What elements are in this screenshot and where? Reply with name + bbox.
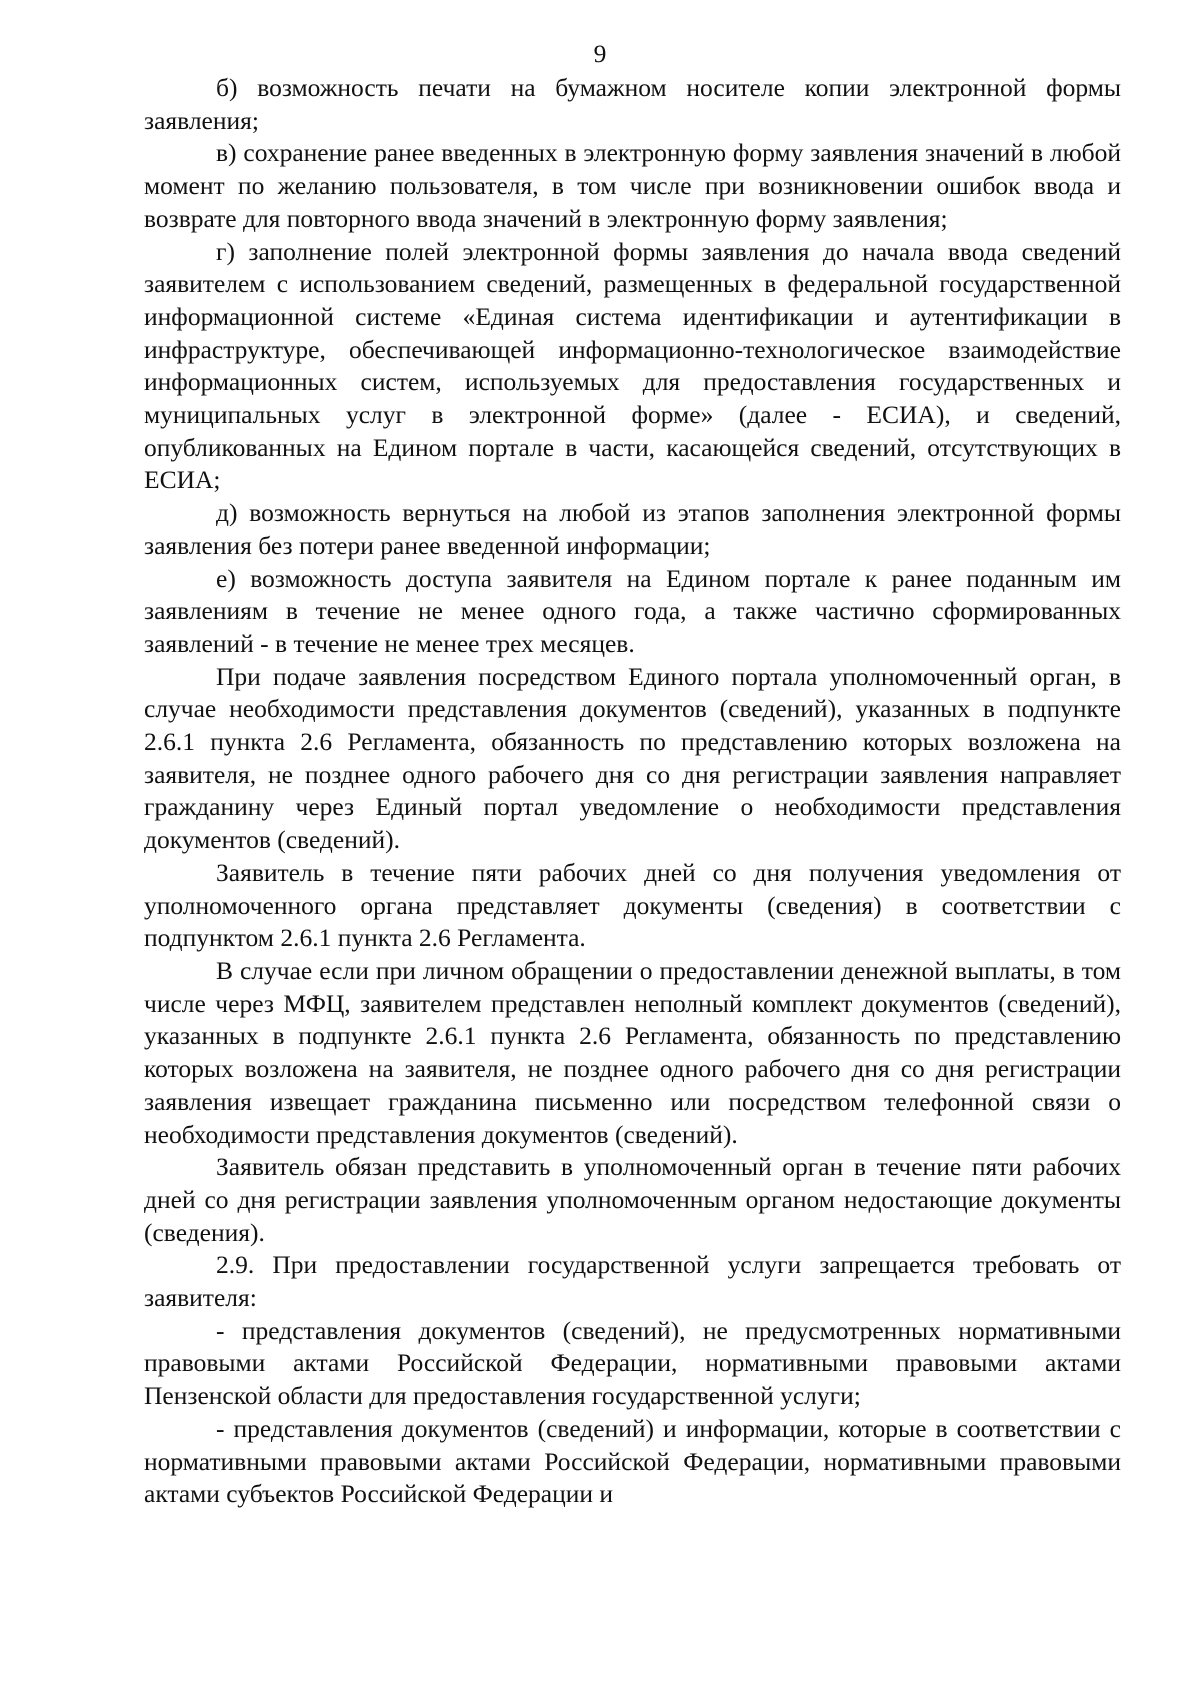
paragraph-missing-documents: Заявитель обязан представить в уполномоченный орган в течение пяти рабочих дней со дня регистрации заявления уполномоченным органом недостающие документы (сведения).	[144, 1152, 1121, 1247]
paragraph-e-access-applications: е) возможность доступа заявителя на Едином портале к ранее поданным им заявлениям в течение не менее одного года, а также частично сформированных заявлений - в течение не менее трех месяцев.	[144, 563, 1121, 658]
page-number: 9	[593, 39, 607, 68]
paragraph-dash-documents-info: - представления документов (сведений) и информации, которые в соответствии с нормативными правовыми актами Российской Федерации, нормативными правовыми актами субъектов Российской Федерации и	[144, 1413, 1121, 1509]
paragraph-d-return-to-step: д) возможность вернуться на любой из этапов заполнения электронной формы заявления без потери ранее введенной информации;	[144, 498, 1121, 560]
paragraph-incomplete-set: В случае если при личном обращении о предоставлении денежной выплаты, в том числе через МФЦ, заявителем представлен неполный комплект документов (сведений), указанных в подпункте 2.6.1 пункта 2.6 Регламента, обязанность по представлению которых возложена на заявителя, не позднее одного рабочего дня со дня регистрации заявления извещает гражданина письменно или посредством телефонной связи о необходимости представления документов (сведений).	[144, 955, 1121, 1149]
paragraph-b-print-copy: б) возможность печати на бумажном носителе копии электронной формы заявления;	[144, 73, 1121, 135]
document-body	[144, 72, 1121, 1511]
paragraph-applicant-five-days: Заявитель в течение пяти рабочих дней со дня получения уведомления от уполномоченного органа представляет документы (сведения) в соответствии с подпунктом 2.6.1 пункта 2.6 Регламента.	[144, 857, 1121, 953]
paragraph-2-9-prohibition: 2.9. При предоставлении государственной услуги запрещается требовать от заявителя:	[144, 1250, 1121, 1313]
paragraph-v-save-values: в) сохранение ранее введенных в электронную форму заявления значений в любой момент по желанию пользователя, в том числе при возникновении ошибок ввода и возврате для повторного ввода значений в электронную форму заявления;	[144, 138, 1121, 233]
paragraph-dash-not-required-docs: - представления документов (сведений), не предусмотренных нормативными правовыми актами Российской Федерации, нормативными правовыми актами Пензенской области для предоставления государственной услуги;	[144, 1315, 1121, 1411]
paragraph-g-prefill-esia: г) заполнение полей электронной формы заявления до начала ввода сведений заявителем с использованием сведений, размещенных в федеральной государственной информационной системе «Единая система идентификации и аутентификации в инфраструктуре, обеспечивающей информационно-технологическое взаимодействие информационных систем, используемых для предоставления государственных и муниципальных услуг в электронной форме» (далее - ЕСИА), и сведений, опубликованных на Едином портале в части, касающейся сведений, отсутствующих в ЕСИА;	[144, 236, 1121, 495]
paragraph-portal-notification: При подаче заявления посредством Единого портала уполномоченный орган, в случае необходимости представления документов (сведений), указанных в подпункте 2.6.1 пункта 2.6 Регламента, обязанность по представлению которых возложена на заявителя, не позднее одного рабочего дня со дня регистрации заявления направляет гражданину через Единый портал уведомление о необходимости представления документов (сведений).	[144, 661, 1121, 855]
